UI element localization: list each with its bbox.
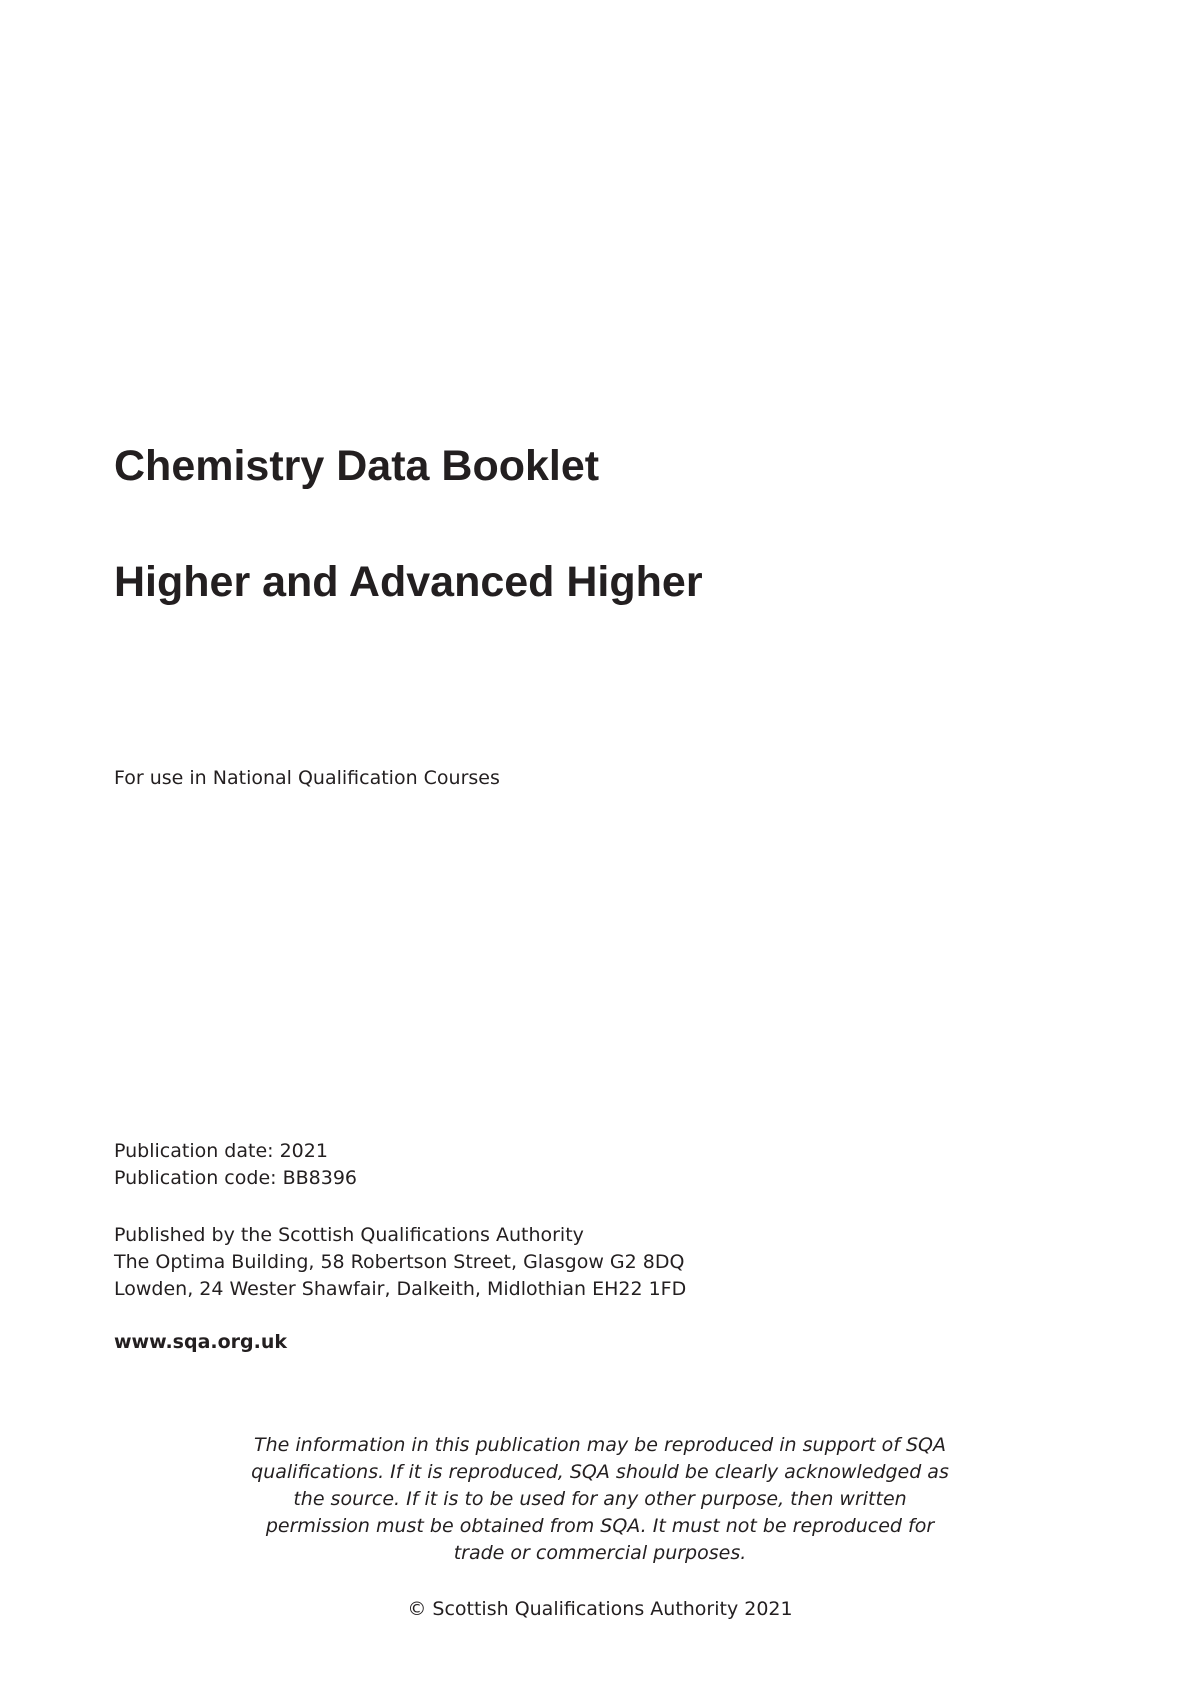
publication-date: Publication date: 2021 bbox=[114, 1140, 328, 1162]
disclaimer-line: permission must be obtained from SQA. It must not be reproduced for bbox=[265, 1515, 935, 1537]
disclaimer-line: the source. If it is to be used for any other purpose, then written bbox=[293, 1488, 907, 1510]
disclaimer-line: trade or commercial purposes. bbox=[453, 1542, 747, 1564]
reproduction-disclaimer bbox=[235, 1432, 965, 1567]
copyright-notice: © Scottish Qualifications Authority 2021 bbox=[407, 1598, 793, 1620]
publisher-line: Published by the Scottish Qualifications Authority bbox=[114, 1224, 584, 1246]
publication-info bbox=[114, 1138, 357, 1192]
document-subtitle: Higher and Advanced Higher bbox=[114, 558, 703, 606]
usage-note: For use in National Qualification Courses bbox=[114, 767, 500, 789]
website-link[interactable]: www.sqa.org.uk bbox=[114, 1331, 288, 1353]
publisher-address bbox=[114, 1222, 686, 1303]
publication-code: Publication code: BB8396 bbox=[114, 1167, 357, 1189]
disclaimer-line: The information in this publication may be reproduced in support of SQA bbox=[254, 1434, 946, 1456]
address-line-dalkeith: Lowden, 24 Wester Shawfair, Dalkeith, Midlothian EH22 1FD bbox=[114, 1278, 687, 1300]
document-title: Chemistry Data Booklet bbox=[114, 442, 600, 490]
disclaimer-line: qualifications. If it is reproduced, SQA should be clearly acknowledged as bbox=[251, 1461, 949, 1483]
address-line-glasgow: The Optima Building, 58 Robertson Street, Glasgow G2 8DQ bbox=[114, 1251, 685, 1273]
